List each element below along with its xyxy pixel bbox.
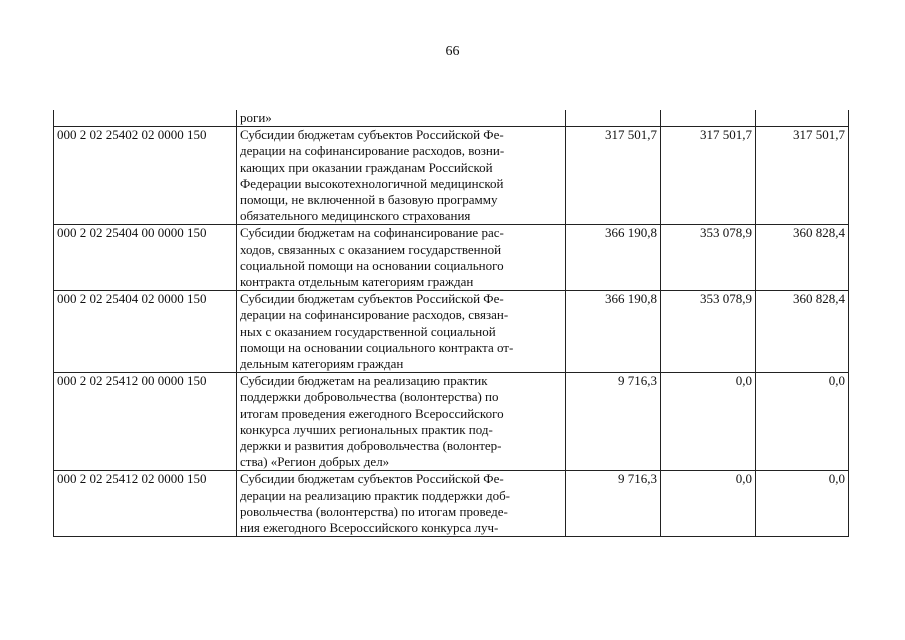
amount-year-1-cell: 317 501,7 bbox=[566, 127, 661, 225]
amount-year-3-cell: 360 828,4 bbox=[756, 225, 849, 291]
table-row bbox=[54, 110, 849, 127]
amount-year-3-cell: 360 828,4 bbox=[756, 291, 849, 373]
amount-year-1-cell bbox=[566, 110, 661, 127]
budget-code-cell bbox=[54, 110, 237, 127]
amount-year-3-cell: 0,0 bbox=[756, 471, 849, 537]
table-row bbox=[54, 225, 849, 291]
amount-year-1-cell: 9 716,3 bbox=[566, 373, 661, 471]
amount-year-2-cell: 353 078,9 bbox=[661, 291, 756, 373]
item-name-cell: Субсидии бюджетам субъектов Российской Фе- дерации на софинансирование расходов, возни- кающих при оказании гражданам Российской Федерации высокотехнологичной медицинской помощи, не включенной в базовую программу обязательного медицинского страхования bbox=[237, 127, 566, 225]
amount-year-2-cell: 0,0 bbox=[661, 373, 756, 471]
table-row bbox=[54, 291, 849, 373]
item-name-cell: Субсидии бюджетам субъектов Российской Фе- дерации на реализацию практик поддержки доб- ровольчества (волонтерства) по итогам проведе- ния ежегодного Всероссийского конкурса луч- bbox=[237, 471, 566, 537]
item-name-cell: Субсидии бюджетам субъектов Российской Фе- дерации на софинансирование расходов, связан- ных с оказанием государственной социальной помощи на основании социального контракта от- дельным категориям граждан bbox=[237, 291, 566, 373]
budget-code-cell: 000 2 02 25404 00 0000 150 bbox=[54, 225, 237, 291]
amount-year-3-cell bbox=[756, 110, 849, 127]
amount-year-3-cell: 317 501,7 bbox=[756, 127, 849, 225]
item-name-cell: роги» bbox=[237, 110, 566, 127]
amount-year-2-cell: 353 078,9 bbox=[661, 225, 756, 291]
amount-year-1-cell: 366 190,8 bbox=[566, 291, 661, 373]
amount-year-2-cell bbox=[661, 110, 756, 127]
page-number: 66 bbox=[445, 44, 460, 59]
amount-year-1-cell: 9 716,3 bbox=[566, 471, 661, 537]
item-name-cell: Субсидии бюджетам на софинансирование рас- ходов, связанных с оказанием государственной социальной помощи на основании социального контракта отдельным категориям граждан bbox=[237, 225, 566, 291]
table-row bbox=[54, 471, 849, 537]
table-row bbox=[54, 373, 849, 471]
budget-code-cell: 000 2 02 25412 02 0000 150 bbox=[54, 471, 237, 537]
amount-year-1-cell: 366 190,8 bbox=[566, 225, 661, 291]
amount-year-3-cell: 0,0 bbox=[756, 373, 849, 471]
amount-year-2-cell: 317 501,7 bbox=[661, 127, 756, 225]
budget-code-cell: 000 2 02 25402 02 0000 150 bbox=[54, 127, 237, 225]
budget-revenue-table bbox=[53, 110, 849, 537]
budget-code-cell: 000 2 02 25412 00 0000 150 bbox=[54, 373, 237, 471]
item-name-cell: Субсидии бюджетам на реализацию практик поддержки добровольчества (волонтерства) по итогам проведения ежегодного Всероссийского конкурса лучших региональных практик под- держки и развития добровольчества (волонтер- ства) «Регион добрых дел» bbox=[237, 373, 566, 471]
table-row bbox=[54, 127, 849, 225]
budget-code-cell: 000 2 02 25404 02 0000 150 bbox=[54, 291, 237, 373]
amount-year-2-cell: 0,0 bbox=[661, 471, 756, 537]
